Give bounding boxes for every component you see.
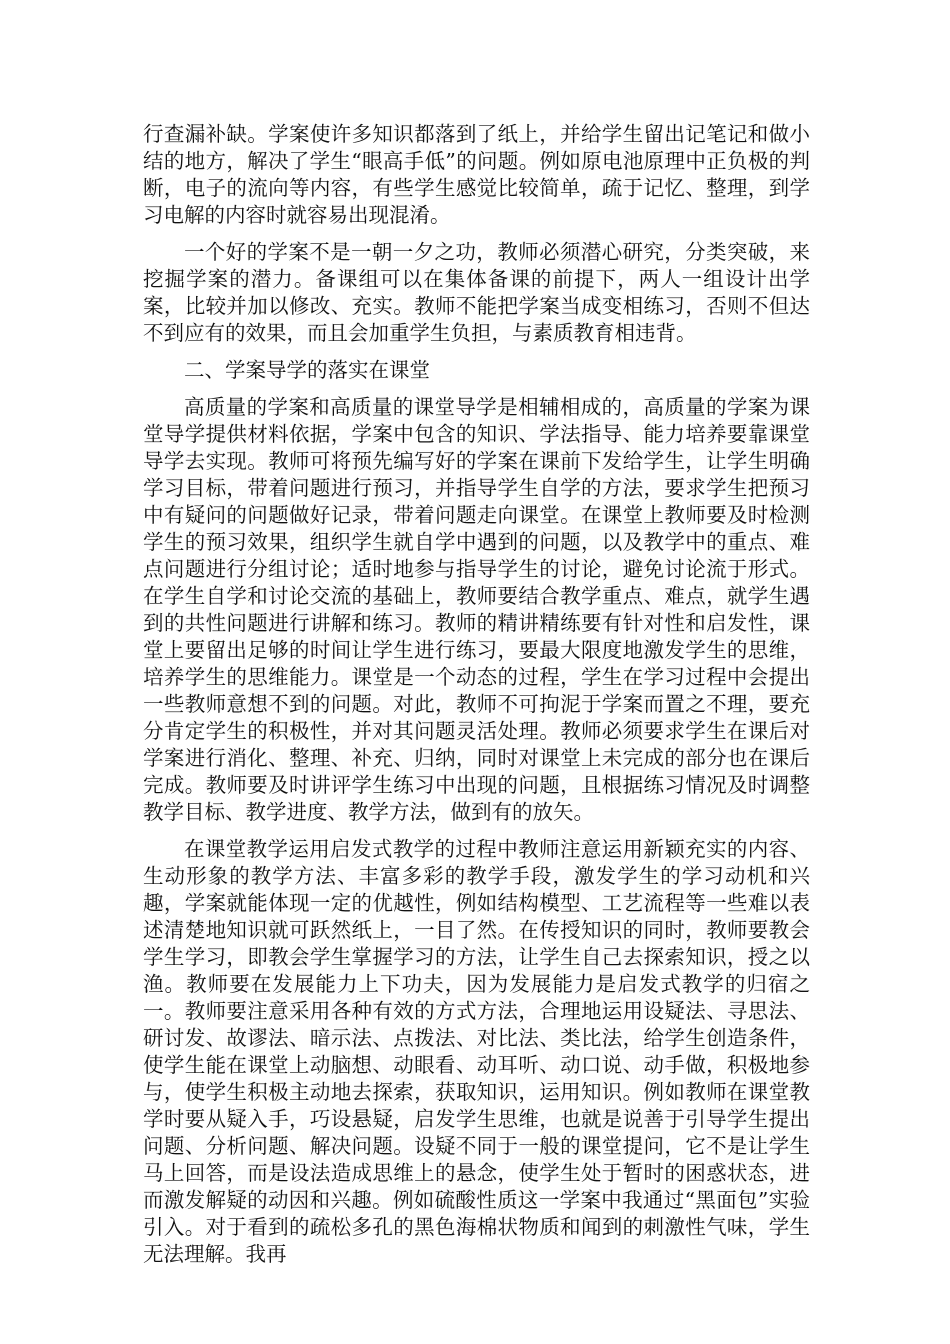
section-heading-2: 二、学案导学的落实在课堂 xyxy=(184,358,430,382)
paragraph-heuristic-teaching: 在课堂教学运用启发式教学的过程中教师注意运用新颖充实的内容、生动形象的教学方法、丰富多彩的教学手段，激发学生的学习动机和兴趣，学案就能体现一定的优越性，例如结构模型、工艺流程等一些难以表述清楚地知识就可跃然纸上，一目了然。在传授知识的同时，教师要教会学生学习，即教会学生掌握学习的方法，让学生自己去探索知识，授之以渔。教师要在发展能力上下功夫，因为发展能力是启发式教学的归宿之一。教师要注意采用各种有效的方式方法，合理地运用设疑法、寻思法、研讨发、故谬法、暗示法、点拨法、对比法、类比法，给学生创造条件，使学生能在课堂上动脑想、动眼看、动耳听、动口说、动手做，积极地参与，使学生积极主动地去探索，获取知识，运用知识。例如教师在课堂教学时要从疑入手，巧设悬疑，启发学生思维，也就是说善于引导学生提出问题、分析问题、解决问题。设疑不同于一般的课堂提问，它不是让学生马上回答，而是设法造成思维上的悬念，使学生处于暂时的困惑状态，进而激发解疑的动因和兴趣。例如硫酸性质这一学案中我通过“黑面包”实验引入。对于看到的疏松多孔的黑色海棉状物质和闻到的刺激性气味，学生无法理解。我再 xyxy=(143,837,810,1266)
paragraph-lesson-plan-design: 一个好的学案不是一朝一夕之功，教师必须潜心研究，分类突破，来挖掘学案的潜力。备课组可以在集体备课的前提下，两人一组设计出学案，比较并加以修改、充实。教师不能把学案当成变相练习，否则不但达不到应有的效果，而且会加重学生负担，与素质教育相违背。 xyxy=(143,240,810,345)
document-page xyxy=(143,121,810,1268)
paragraph-classroom-guidance: 高质量的学案和高质量的课堂导学是相辅相成的，高质量的学案为课堂导学提供材料依据，学案中包含的知识、学法指导、能力培养要靠课堂导学去实现。教师可将预先编写好的学案在课前下发给学生，让学生明确学习目标，带着问题进行预习，并指导学生自学的方法，要求学生把预习中有疑问的问题做好记录，带着问题走向课堂。在课堂上教师要及时检测学生的预习效果，组织学生就自学中遇到的问题，以及教学中的重点、难点问题进行分组讨论；适时地参与指导学生的讨论，避免讨论流于形式。在学生自学和讨论交流的基础上，教师要结合教学重点、难点，就学生遇到的共性问题进行讲解和练习。教师的精讲精练要有针对性和启发性，课堂上要留出足够的时间让学生进行练习，要最大限度地激发学生的思维，培养学生的思维能力。课堂是一个动态的过程，学生在学习过程中会提出一些教师意想不到的问题。对此，教师不可拘泥于学案而置之不理，要充分肯定学生的积极性，并对其问题灵活处理。教师必须要求学生在课后对学案进行消化、整理、补充、归纳，同时对课堂上未完成的部分也在课后完成。教师要及时讲评学生练习中出现的问题，且根据练习情况及时调整教学目标、教学进度、教学方法，做到有的放矢。 xyxy=(143,395,810,824)
paragraph-continuation: 行查漏补缺。学案使许多知识都落到了纸上，并给学生留出记笔记和做小结的地方，解决了学生“眼高手低”的问题。例如原电池原理中正负极的判断，电子的流向等内容，有些学生感觉比较简单，疏于记忆、整理，到学习电解的内容时就容易出现混淆。 xyxy=(143,122,810,227)
